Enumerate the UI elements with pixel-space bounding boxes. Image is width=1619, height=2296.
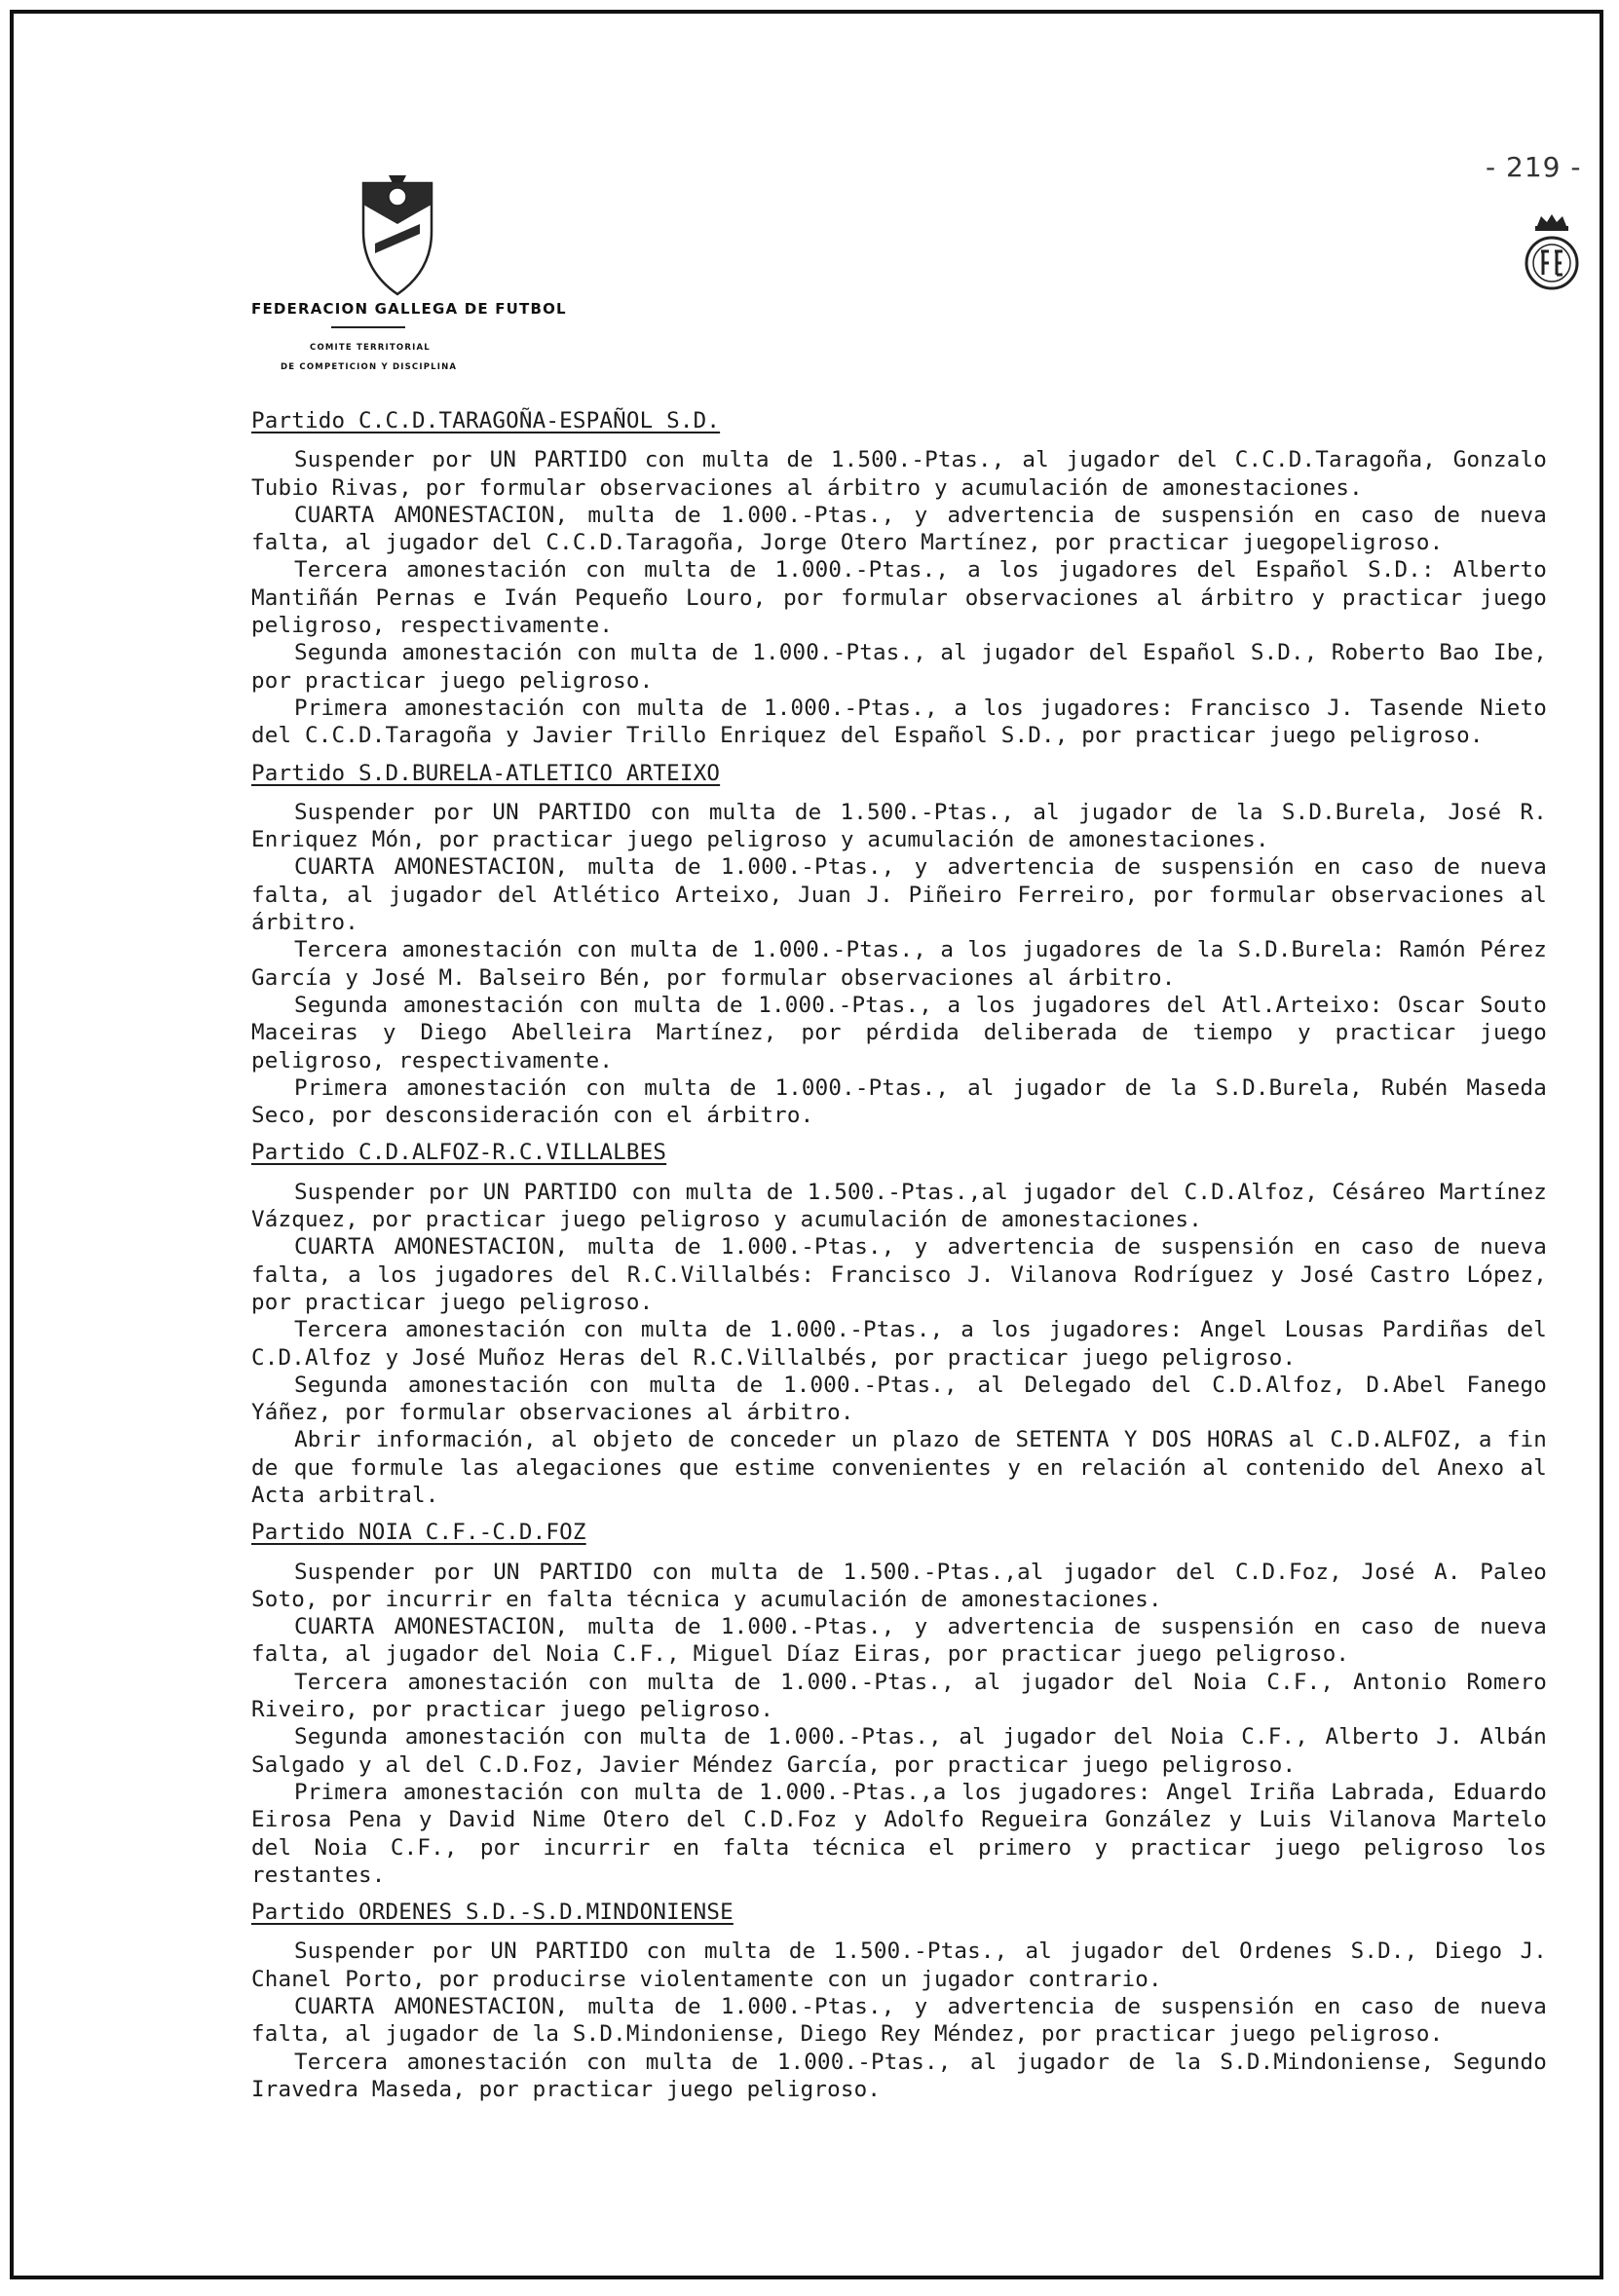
match-heading: Partido C.C.D.TARAGOÑA-ESPAÑOL S.D.	[251, 408, 721, 433]
rfef-emblem-icon	[1520, 212, 1584, 300]
ruling-paragraph: CUARTA AMONESTACION, multa de 1.000.-Ptas., y advertencia de suspensión en caso de nueva falta, al jugador del Atlético Arteixo, Juan J. Piñeiro Ferreiro, por formular observaciones al árbitro.	[251, 854, 1547, 936]
match-section	[251, 1899, 1547, 2103]
ruling-paragraph: Suspender por UN PARTIDO con multa de 1.500.-Ptas.,al jugador del C.D.Alfoz, Césáreo Martínez Vázquez, por practicar juego peligroso y acumulación de amonestaciones.	[251, 1179, 1547, 1233]
ruling-paragraph: CUARTA AMONESTACION, multa de 1.000.-Ptas., y advertencia de suspensión en caso de nueva falta, al jugador de la S.D.Mindoniense, Diego Rey Méndez, por practicar juego peligroso.	[251, 1994, 1547, 2048]
ruling-paragraph: Primera amonestación con multa de 1.000.-Ptas., a los jugadores: Francisco J. Tasende Nieto del C.C.D.Taragoña y Javier Trillo Enriquez del Español S.D., por practicar juego peligroso.	[251, 695, 1547, 749]
ruling-paragraph: Tercera amonestación con multa de 1.000.-Ptas., a los jugadores de la S.D.Burela: Ramón Pérez García y José M. Balseiro Bén, por formular observaciones al árbitro.	[251, 937, 1547, 991]
ruling-paragraph: Primera amonestación con multa de 1.000.-Ptas.,a los jugadores: Angel Iriña Labrada, Eduardo Eirosa Pena y David Nime Otero del C.D.Foz y Adolfo Regueira González y Luis Vilanova Martelo del Noia C.F., por incurrir en falta técnica el primero y practicar juego peligroso los restantes.	[251, 1779, 1547, 1888]
page-number: - 219 -	[1486, 151, 1582, 183]
ruling-paragraph: Suspender por UN PARTIDO con multa de 1.500.-Ptas., al jugador del Ordenes S.D., Diego J. Chanel Porto, por producirse violentamente con un jugador contrario.	[251, 1938, 1547, 1992]
ruling-paragraph: Tercera amonestación con multa de 1.000.-Ptas., al jugador del Noia C.F., Antonio Romero Riveiro, por practicar juego peligroso.	[251, 1669, 1547, 1723]
ruling-paragraph: Segunda amonestación con multa de 1.000.-Ptas., al Delegado del C.D.Alfoz, D.Abel Fanego Yáñez, por formular observaciones al árbitro.	[251, 1372, 1547, 1426]
match-heading: Partido ORDENES S.D.-S.D.MINDONIENSE	[251, 1900, 734, 1926]
ruling-paragraph: Tercera amonestación con multa de 1.000.-Ptas., a los jugadores del Español S.D.: Alberto Mantiñán Pernas e Iván Pequeño Louro, por formular observaciones al árbitro y practicar juego peligroso, respectivamente.	[251, 557, 1547, 639]
ruling-paragraph: Suspender por UN PARTIDO con multa de 1.500.-Ptas.,al jugador del C.D.Foz, José A. Paleo Soto, por incurrir en falta técnica y acumulación de amonestaciones.	[251, 1559, 1547, 1612]
federation-name: FEDERACION GALLEGA DE FUTBOL	[251, 300, 567, 318]
match-section	[251, 1139, 1547, 1509]
ruling-paragraph: Segunda amonestación con multa de 1.000.-Ptas., a los jugadores del Atl.Arteixo: Oscar Souto Maceiras y Diego Abelleira Martínez, por pérdida deliberada de tiempo y practicar juego peligroso, respectivamente.	[251, 992, 1547, 1073]
match-section	[251, 407, 1547, 750]
ruling-paragraph: Primera amonestación con multa de 1.000.-Ptas., al jugador de la S.D.Burela, Rubén Maseda Seco, por desconsideración con el árbitro.	[251, 1074, 1547, 1129]
header-rule	[331, 326, 405, 328]
match-heading: Partido C.D.ALFOZ-R.C.VILLALBES	[251, 1140, 667, 1166]
ruling-paragraph: Suspender por UN PARTIDO con multa de 1.500.-Ptas., al jugador del C.C.D.Taragoña, Gonzalo Tubio Rivas, por formular observaciones al árbitro y acumulación de amonestaciones.	[251, 447, 1547, 501]
match-heading: Partido NOIA C.F.-C.D.FOZ	[251, 1520, 586, 1546]
ruling-paragraph: CUARTA AMONESTACION, multa de 1.000.-Ptas., y advertencia de suspensión en caso de nueva falta, a los jugadores del R.C.Villalbés: Francisco J. Vilanova Rodríguez y José Castro López, por practicar juego peligroso.	[251, 1234, 1547, 1315]
ruling-paragraph: Tercera amonestación con multa de 1.000.-Ptas., a los jugadores: Angel Lousas Pardiñas del C.D.Alfoz y José Muñoz Heras del R.C.Villalbés, por practicar juego peligroso.	[251, 1317, 1547, 1371]
ruling-paragraph: Tercera amonestación con multa de 1.000.-Ptas., al jugador de la S.D.Mindoniense, Segundo Iravedra Maseda, por practicar juego peligroso.	[251, 2049, 1547, 2102]
ruling-paragraph: Segunda amonestación con multa de 1.000.-Ptas., al jugador del Español S.D., Roberto Bao Ibe, por practicar juego peligroso.	[251, 640, 1547, 694]
match-section	[251, 1519, 1547, 1889]
ruling-paragraph: Segunda amonestación con multa de 1.000.-Ptas., al jugador del Noia C.F., Alberto J. Albán Salgado y al del C.D.Foz, Javier Méndez García, por practicar juego peligroso.	[251, 1724, 1547, 1778]
ruling-paragraph: CUARTA AMONESTACION, multa de 1.000.-Ptas., y advertencia de suspensión en caso de nueva falta, al jugador del C.C.D.Taragoña, Jorge Otero Martínez, por practicar juegopeligroso.	[251, 502, 1547, 556]
match-section	[251, 760, 1547, 1130]
ruling-paragraph: Suspender por UN PARTIDO con multa de 1.500.-Ptas., al jugador de la S.D.Burela, José R. Enriquez Món, por practicar juego peligroso y acumulación de amonestaciones.	[251, 799, 1547, 853]
ruling-paragraph: CUARTA AMONESTACION, multa de 1.000.-Ptas., y advertencia de suspensión en caso de nueva falta, al jugador del Noia C.F., Miguel Díaz Eiras, por practicar juego peligroso.	[251, 1614, 1547, 1668]
committee-name: COMITE TERRITORIAL	[310, 343, 431, 353]
ruling-paragraph: Abrir información, al objeto de conceder un plazo de SETENTA Y DOS HORAS al C.D.ALFOZ, a fin de que formule las alegaciones que estime convenientes y en relación al contenido del Anexo al Acta arbitral.	[251, 1427, 1547, 1508]
federation-crest-icon	[356, 175, 439, 297]
document-body	[251, 407, 1547, 2113]
match-heading: Partido S.D.BURELA-ATLETICO ARTEIXO	[251, 760, 721, 786]
committee-subtitle: DE COMPETICION Y DISCIPLINA	[281, 362, 458, 372]
